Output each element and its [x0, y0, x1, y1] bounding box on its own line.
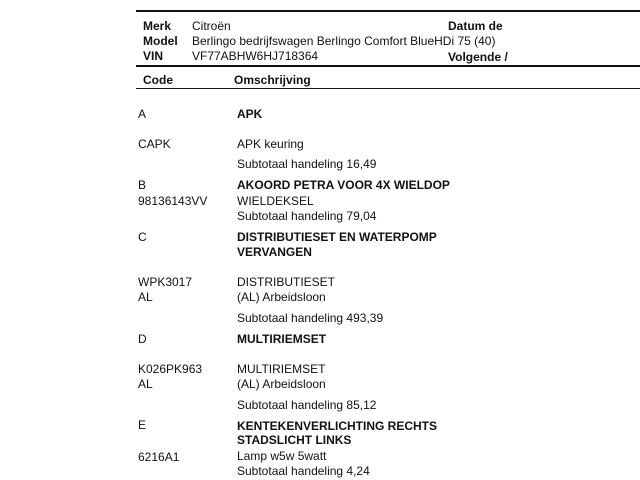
item-code: K026PK963 [138, 362, 203, 376]
item-code: AL [138, 290, 153, 304]
item-code: A [138, 107, 147, 121]
item-subtotal: Subtotaal handeling 4,24 [237, 464, 370, 478]
columns-bottom-rule [136, 88, 640, 89]
volgende-label: Volgende / [448, 50, 508, 64]
item-subtotal: Subtotaal handeling 16,49 [237, 157, 377, 171]
item-subtotal: Subtotaal handeling 493,39 [237, 311, 384, 325]
item-title-continued: STADSLICHT LINKS [237, 433, 352, 447]
item-title: KENTEKENVERLICHTING RECHTS [237, 419, 438, 433]
item-subtotal: Subtotaal handeling 85,12 [237, 398, 377, 412]
item-code: AL [138, 377, 153, 391]
column-header-omschrijving: Omschrijving [234, 73, 311, 87]
column-header-code: Code [143, 73, 173, 87]
item-subtotal: Subtotaal handeling 79,04 [237, 209, 377, 223]
header-top-rule [136, 10, 640, 12]
item-description: (AL) Arbeidsloon [237, 377, 326, 391]
item-title: DISTRIBUTIESET EN WATERPOMP [237, 230, 437, 244]
item-code: D [138, 332, 147, 346]
vin-label: VIN [143, 49, 164, 63]
item-code: CAPK [138, 137, 171, 151]
item-description: (AL) Arbeidsloon [237, 290, 326, 304]
vin-value: VF77ABHW6HJ718364 [192, 49, 319, 63]
item-description: MULTIRIEMSET [237, 362, 326, 376]
item-code: WPK3017 [138, 275, 193, 289]
item-description: Lamp w5w 5watt [237, 449, 327, 463]
item-title-continued: VERVANGEN [237, 245, 312, 259]
item-code: E [138, 418, 147, 432]
item-title: APK [237, 107, 263, 121]
item-title: MULTIRIEMSET [237, 332, 327, 346]
item-description: APK keuring [237, 137, 304, 151]
item-code: C [138, 230, 147, 244]
item-title: AKOORD PETRA VOOR 4X WIELDOP [237, 178, 450, 192]
model-label: Model [143, 34, 178, 48]
merk-value: Citroën [192, 19, 231, 33]
item-code: 6216A1 [138, 450, 180, 464]
item-code: 98136143VV [138, 194, 208, 208]
item-description: DISTRIBUTIESET [237, 275, 336, 289]
model-value: Berlingo bedrijfswagen Berlingo Comfort BlueHDi 75 (40) [192, 34, 496, 48]
header-mid-rule [136, 65, 640, 67]
merk-label: Merk [143, 19, 172, 33]
item-code: B [138, 178, 147, 192]
item-description: WIELDEKSEL [237, 194, 314, 208]
datum-label: Datum de [448, 19, 503, 33]
